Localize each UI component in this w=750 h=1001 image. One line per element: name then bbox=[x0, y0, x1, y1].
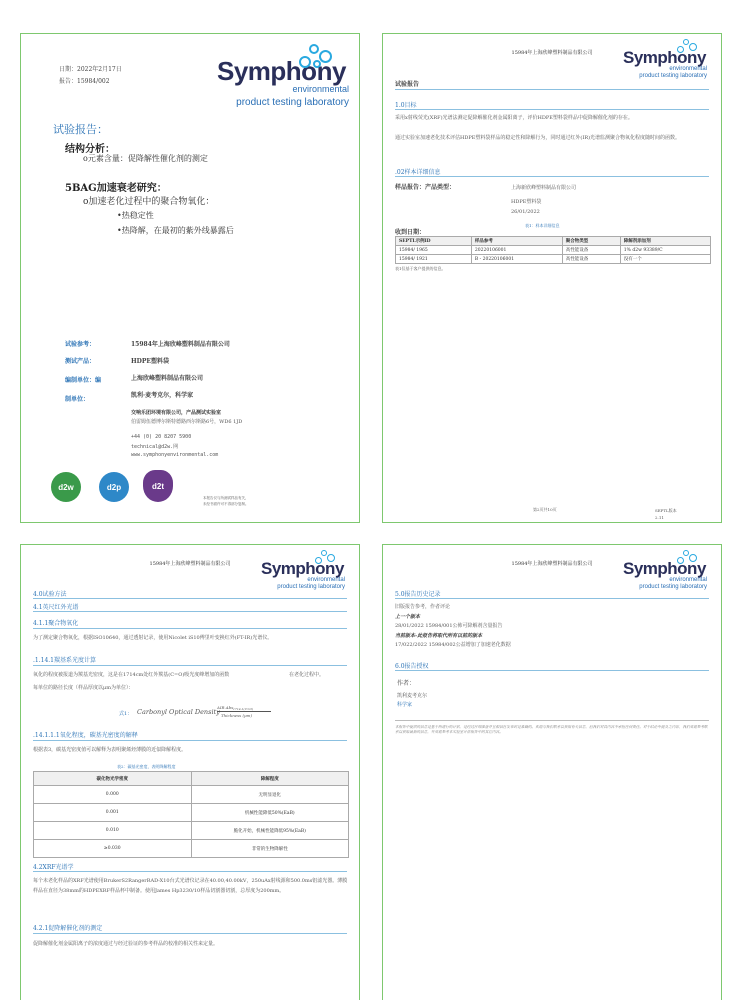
logo-lab: product testing laboratory bbox=[639, 584, 707, 590]
table-cell: 脆化开始，机械性能降低95%(EaB) bbox=[191, 822, 349, 840]
table-cell: 0.000 bbox=[34, 786, 192, 804]
received-label: 收到日期： bbox=[395, 229, 426, 236]
sample-type: HDPE塑料袋 bbox=[511, 199, 542, 205]
divider bbox=[395, 670, 709, 671]
table-caption: 表1：样本详细信息 bbox=[525, 223, 560, 228]
logo-lab: product testing laboratory bbox=[236, 97, 349, 108]
d2t-badge-icon: d2t bbox=[143, 470, 173, 502]
info-value-4: 凯利·麦考克尔，科学家 bbox=[131, 392, 194, 399]
report-heading: 试验报告： bbox=[53, 123, 108, 136]
header-company: 15984年上海欣峰塑料制品有限公司 bbox=[149, 561, 231, 567]
sample-table bbox=[395, 236, 711, 264]
table-cell: 高性能设备 bbox=[562, 255, 620, 264]
paragraph-5: 促降解催化剂金属阳离子的浓度通过与经过验证的参考样品的校准的相关性来定量。 bbox=[33, 941, 219, 947]
divider bbox=[33, 871, 347, 872]
table-row bbox=[34, 822, 349, 840]
divider bbox=[33, 740, 347, 741]
section-4-1-1-4-heading: .1.14.1羰基系光度计算 bbox=[33, 657, 96, 664]
d2w-badge-icon: d2w bbox=[51, 472, 81, 502]
paragraph-3: 根据表3，碳基光密度值可以解释为表明聚烯烃薄膜的近似降解程度。 bbox=[33, 747, 187, 753]
section-1-heading: 1.0目标 bbox=[395, 102, 417, 109]
paragraph-2c: 每单位的路径长度（样品厚度以μm为单位）： bbox=[33, 685, 134, 691]
info-label-3: 编制单位：编 bbox=[65, 377, 102, 384]
divider bbox=[395, 598, 709, 599]
sample-label: 样品报告：产品类型： bbox=[395, 184, 456, 191]
paragraph-4 bbox=[33, 877, 349, 896]
info-label-2: 测试产品： bbox=[65, 358, 96, 365]
section-5-heading: 5.0报告历史记录 bbox=[395, 591, 441, 598]
email[interactable]: technical@d2w.网 bbox=[131, 444, 179, 450]
d2p-badge-icon: d2p bbox=[99, 472, 129, 502]
table-cell: 0.010 bbox=[34, 822, 192, 840]
current-version-label: 当前版本-此报告将取代所有以前的版本 bbox=[395, 633, 483, 639]
formula-prefix: 式1： bbox=[119, 711, 133, 717]
table-cell: 高性能设备 bbox=[562, 246, 620, 255]
table-cell: B - 20220106001 bbox=[471, 255, 562, 264]
table-cell: 无明显退化 bbox=[191, 786, 349, 804]
paragraph-4-text: 每个未老化样品的XRF光谱使用BrukerS2RangerRAD-X10台式光谱仪记录在40.00,40.00kV，250uAx射线源和500.0ms铝滤光器。薄膜样品在直径为38mm的HDPEXRF样品杯中制备。使用James Hp3230/10样品切割器切割，总厚度为 bbox=[33, 878, 348, 894]
divider bbox=[395, 720, 709, 721]
formula-left: Carbonyl Optical Density bbox=[137, 708, 220, 716]
bubbles-icon bbox=[315, 549, 341, 567]
struct-item: o元素含量：促降解性催化剂的测定 bbox=[83, 154, 208, 163]
section-4-1-heading: 4.1英尺红外光谱 bbox=[33, 604, 79, 611]
report-date: 日期：2022年2月17日 bbox=[59, 66, 122, 73]
paragraph-2a: 氧化的程度被报道为羰基光密度，这是在1714cm处红外羰基(C=O)吸光度峰增加的函数 bbox=[33, 672, 230, 678]
section-4-2-1-heading: 4.2.1促降解催化剂的测定 bbox=[33, 925, 103, 932]
footer-note-2: 未经书面许可不得部分复制。 bbox=[203, 502, 249, 506]
info-value-1: 15984年上海欣峰塑料制品有限公司 bbox=[131, 341, 230, 348]
table-note: 表1仅基于客户提供的信息。 bbox=[395, 266, 446, 271]
section-4-heading: 4.0试验方法 bbox=[33, 591, 67, 598]
struct-heading: 结构分析： bbox=[65, 144, 115, 155]
symphony-logo-small bbox=[623, 552, 707, 591]
table-cell: 机械性能降低50%(EaB) bbox=[191, 804, 349, 822]
paragraph-2b: 在老化过程中。 bbox=[289, 672, 325, 678]
symphony-logo bbox=[217, 58, 349, 108]
table-cell: 15984/ 1965 bbox=[396, 246, 472, 255]
table-header: 降解剂添加剂 bbox=[620, 237, 710, 246]
formula-numerator: ΔIR Abs bbox=[217, 705, 234, 710]
table-row bbox=[396, 246, 711, 255]
sample-company: 上海新欣峰塑料制品有限公司 bbox=[511, 185, 577, 191]
section-4-1-1-heading: 4.1.1聚合物氧化 bbox=[33, 620, 79, 627]
bubbles-icon bbox=[299, 42, 339, 72]
paragraph-1: 为了测定聚合物氧化，根据ISO10640，通过透射记录，使用Nicolet iS10傅里叶变换红外(FT-IR)光谱仪。 bbox=[33, 635, 273, 641]
logo-lab: product testing laboratory bbox=[277, 584, 345, 590]
divider bbox=[33, 933, 347, 934]
degradation-table bbox=[33, 771, 349, 858]
table-header-row bbox=[34, 772, 349, 786]
address-line-1: 交响乐团环境有限公司，产品测试实验室 bbox=[131, 410, 222, 416]
table-row bbox=[34, 786, 349, 804]
table-cell: 15984/ 1921 bbox=[396, 255, 472, 264]
divider bbox=[395, 176, 709, 177]
author-name: 凯利麦考克尔 bbox=[397, 693, 428, 699]
aging-bullet-1: •热稳定性 bbox=[117, 211, 154, 220]
table-header: SEPTL示例ID bbox=[396, 237, 472, 246]
bubbles-icon bbox=[677, 549, 703, 567]
table-cell: 没有一个 bbox=[620, 255, 710, 264]
logo-env: environmental bbox=[669, 66, 707, 72]
table-header: 样品参考 bbox=[471, 237, 562, 246]
page-number: 第2页共10页 bbox=[533, 507, 557, 512]
table-cell: 0.001 bbox=[34, 804, 192, 822]
page-title: 试验报告 bbox=[395, 81, 420, 88]
logo-word: Symphony bbox=[261, 559, 344, 578]
info-value-3: 上海欣峰塑料制品有限公司 bbox=[131, 375, 204, 382]
section-4-2-heading: 4.2XRF光谱学 bbox=[33, 864, 74, 871]
sample-date: 26/01/2022 bbox=[511, 209, 540, 215]
logo-env: environmental bbox=[307, 577, 345, 583]
divider bbox=[395, 89, 709, 90]
table-caption: 表2：碳基光密度，表明降解程度 bbox=[117, 764, 176, 769]
paragraph-4-end: 200mm。 bbox=[260, 887, 285, 894]
formula-subscript: 1714-1(C=O) bbox=[233, 707, 254, 711]
info-label-4: 制单位： bbox=[65, 396, 90, 403]
table-header: 降解程度 bbox=[191, 772, 349, 786]
table-header: 聚合物类型 bbox=[562, 237, 620, 246]
info-label-1: 试验参考： bbox=[65, 341, 96, 348]
author-title: 科学家 bbox=[397, 702, 413, 708]
divider bbox=[33, 598, 347, 599]
report-page-2 bbox=[382, 33, 722, 523]
report-page-4 bbox=[382, 544, 722, 1000]
history-intro: 旧版报告参考，作者评论 bbox=[395, 604, 451, 610]
table-cell: 20220106001 bbox=[471, 246, 562, 255]
section-6-heading: 6.0报告授权 bbox=[395, 663, 429, 670]
divider bbox=[33, 611, 347, 612]
logo-word: Symphony bbox=[623, 559, 706, 578]
table-cell: 1% d2w 93389/C bbox=[620, 246, 710, 255]
section-1-paragraph-1: 采用x射线荧光(XRF)光谱法测定促降解催化剂金属阳离子，评价HDPE塑料袋样品中促降解催化剂的存在。 bbox=[395, 115, 633, 121]
current-version-entry: 17/022/2022 15984/002公益增加了加速老化数据 bbox=[395, 642, 511, 648]
info-value-2: HDPE塑料袋 bbox=[131, 358, 169, 365]
header-company: 15984年上海欣峰塑料制品有限公司 bbox=[511, 50, 593, 56]
website[interactable]: www.symphonyenvironmental.com bbox=[131, 452, 219, 458]
version-label: SEPTL版本 bbox=[655, 508, 677, 513]
address-line-2: 伯雷姆伍德博尔斯特德路西尔斯路6号，WD6 1JD bbox=[131, 419, 243, 425]
logo-env: environmental bbox=[292, 84, 349, 94]
disclaimer: 本报告中提供的信息是基于所进行的评估，是经过仔细准备并且相信在发布时是准确的。欢迎与我们联系以获取有关信息，但我们对其内容不承担任何责任。对于结论中提及之内容，我们欢迎参考联系以获取最新的信息，并欢迎参考本实验室评估报告中的其它内容。 bbox=[395, 725, 708, 735]
author-label: 作者： bbox=[397, 680, 416, 687]
table-row bbox=[396, 255, 711, 264]
report-number: 报告：15984/002 bbox=[59, 78, 110, 85]
header-company: 15984年上海欣峰塑料制品有限公司 bbox=[511, 561, 593, 567]
symphony-logo-small bbox=[623, 41, 707, 80]
aging-bullet-2: •热降解，在最初的紫外线暴露后 bbox=[117, 226, 234, 235]
phone: +44 (0) 20 8207 5900 bbox=[131, 434, 192, 440]
footer-note-1: 本报告仅与所测试样品有关， bbox=[203, 496, 249, 500]
logo-env: environmental bbox=[669, 577, 707, 583]
table-cell: 非常的生物降解性 bbox=[191, 840, 349, 858]
table-header-row bbox=[396, 237, 711, 246]
table-row bbox=[34, 804, 349, 822]
bubbles-icon bbox=[677, 38, 703, 56]
divider bbox=[395, 109, 709, 110]
section-1-paragraph-2: 通过实验室加速老化技术评估HDPE塑料袋样品的稳定性和降解行为，同时通过红外(IR)光谱监测聚合物氧化程度随时间的函数。 bbox=[395, 135, 681, 141]
formula-denominator: Thickness (μm) bbox=[221, 713, 253, 718]
formula-bar bbox=[217, 711, 271, 712]
section-4-1-1-1-heading: .14.1.1.1氧化程度，碳基光密度的解释 bbox=[33, 732, 138, 739]
logo-word: Symphony bbox=[217, 56, 346, 86]
table-header: 碳化物光学密度 bbox=[34, 772, 192, 786]
table-cell: ≥0.030 bbox=[34, 840, 192, 858]
divider bbox=[33, 628, 347, 629]
previous-version-label: 上一个版本 bbox=[395, 614, 421, 620]
aging-heading: 5BAG加速衰老研究： bbox=[65, 183, 167, 194]
aging-item: o加速老化过程中的聚合物氧化： bbox=[83, 197, 215, 207]
report-page-3 bbox=[20, 544, 360, 1000]
table-row bbox=[34, 840, 349, 858]
divider bbox=[33, 665, 347, 666]
report-cover-page bbox=[20, 33, 360, 523]
previous-version-entry: 28/01/2022 15984/001公佈可降解剂含量报告 bbox=[395, 623, 503, 629]
section-2-heading: .02样本详细信息 bbox=[395, 169, 441, 176]
logo-word: Symphony bbox=[623, 48, 706, 67]
version-number: 2.11 bbox=[655, 515, 664, 520]
symphony-logo-small bbox=[261, 552, 345, 591]
logo-lab: product testing laboratory bbox=[639, 73, 707, 79]
